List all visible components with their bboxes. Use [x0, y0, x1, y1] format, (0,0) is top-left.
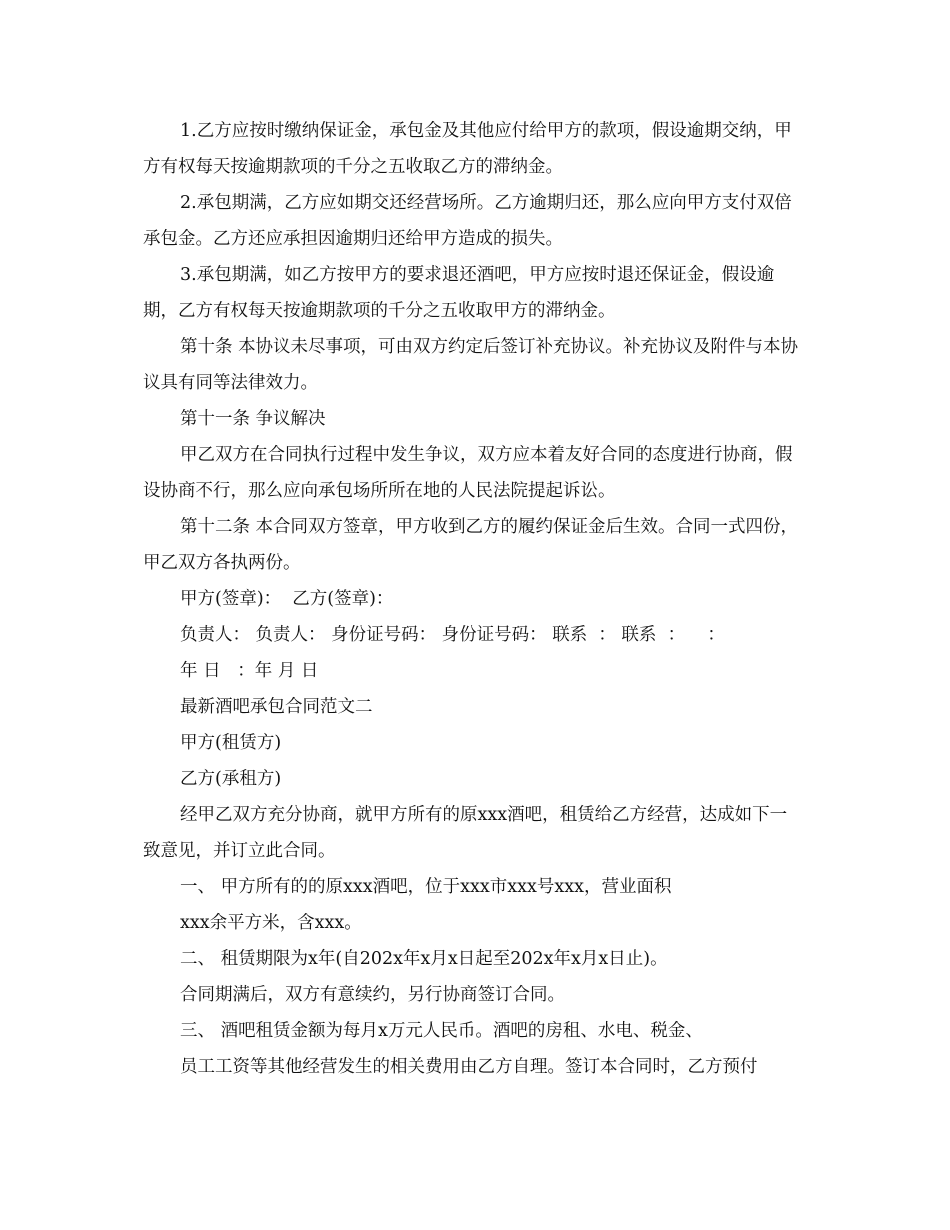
- contact-line: 负责人： 负责人： 身份证号码： 身份证号码： 联系 ： 联系 ： ：: [180, 625, 725, 645]
- paragraph-3: 3.承包期满，如乙方按甲方的要求退还酒吧，甲方应按时退还保证金，假设逾期，乙方有权每天按逾期款项的千分之五收取甲方的滞纳金。: [143, 265, 775, 321]
- paragraph-article-10: 第十条 本协议未尽事项，可由双方约定后签订补充协议。补充协议及附件与本协议具有同等法律效力。: [143, 337, 799, 393]
- clause-3-line-1: 三、 酒吧租赁金额为每月x万元人民币。酒吧的房租、水电、税金、: [180, 1021, 703, 1041]
- heading-article-11: 第十一条 争议解决: [180, 409, 326, 429]
- clause-2: 二、 租赁期限为x年(自202x年x月x日起至202x年x月x日止)。: [180, 949, 668, 969]
- document-body: [143, 113, 803, 1085]
- paragraph-article-12: 第十二条 本合同双方签章，甲方收到乙方的履约保证金后生效。合同一式四份，甲乙双方各执两份。: [143, 517, 799, 573]
- party-a: 甲方(租赁方): [180, 733, 282, 753]
- paragraph-1: 1.乙方应按时缴纳保证金，承包金及其他应付给甲方的款项，假设逾期交纳，甲方有权每天按逾期款项的千分之五收取乙方的滞纳金。: [143, 121, 792, 177]
- date-line: 年 日 ：年 月 日: [180, 661, 319, 681]
- section-title: 最新酒吧承包合同范文二: [180, 697, 373, 717]
- paragraph-2: 2.承包期满，乙方应如期交还经营场所。乙方逾期归还，那么应向甲方支付双倍承包金。乙方还应承担因逾期归还给甲方造成的损失。: [143, 193, 792, 249]
- signature-line: 甲方(签章)： 乙方(签章)：: [180, 589, 394, 609]
- paragraph-dispute: 甲乙双方在合同执行过程中发生争议，双方应本着友好合同的态度进行协商，假设协商不行，那么应向承包场所所在地的人民法院提起诉讼。: [143, 445, 793, 501]
- paragraph-intro: 经甲乙双方充分协商，就甲方所有的原xxx酒吧，租赁给乙方经营，达成如下一致意见，并订立此合同。: [143, 805, 788, 861]
- party-b: 乙方(承租方): [180, 769, 282, 789]
- clause-2-renewal: 合同期满后，双方有意续约，另行协商签订合同。: [180, 985, 565, 1005]
- clause-3-line-2: 员工工资等其他经营发生的相关费用由乙方自理。签订本合同时，乙方预付: [180, 1057, 758, 1077]
- clause-1-line-1: 一、 甲方所有的的原xxx酒吧，位于xxx市xxx号xxx，营业面积: [180, 877, 672, 897]
- clause-1-line-2: xxx余平方米，含xxx。: [180, 913, 362, 933]
